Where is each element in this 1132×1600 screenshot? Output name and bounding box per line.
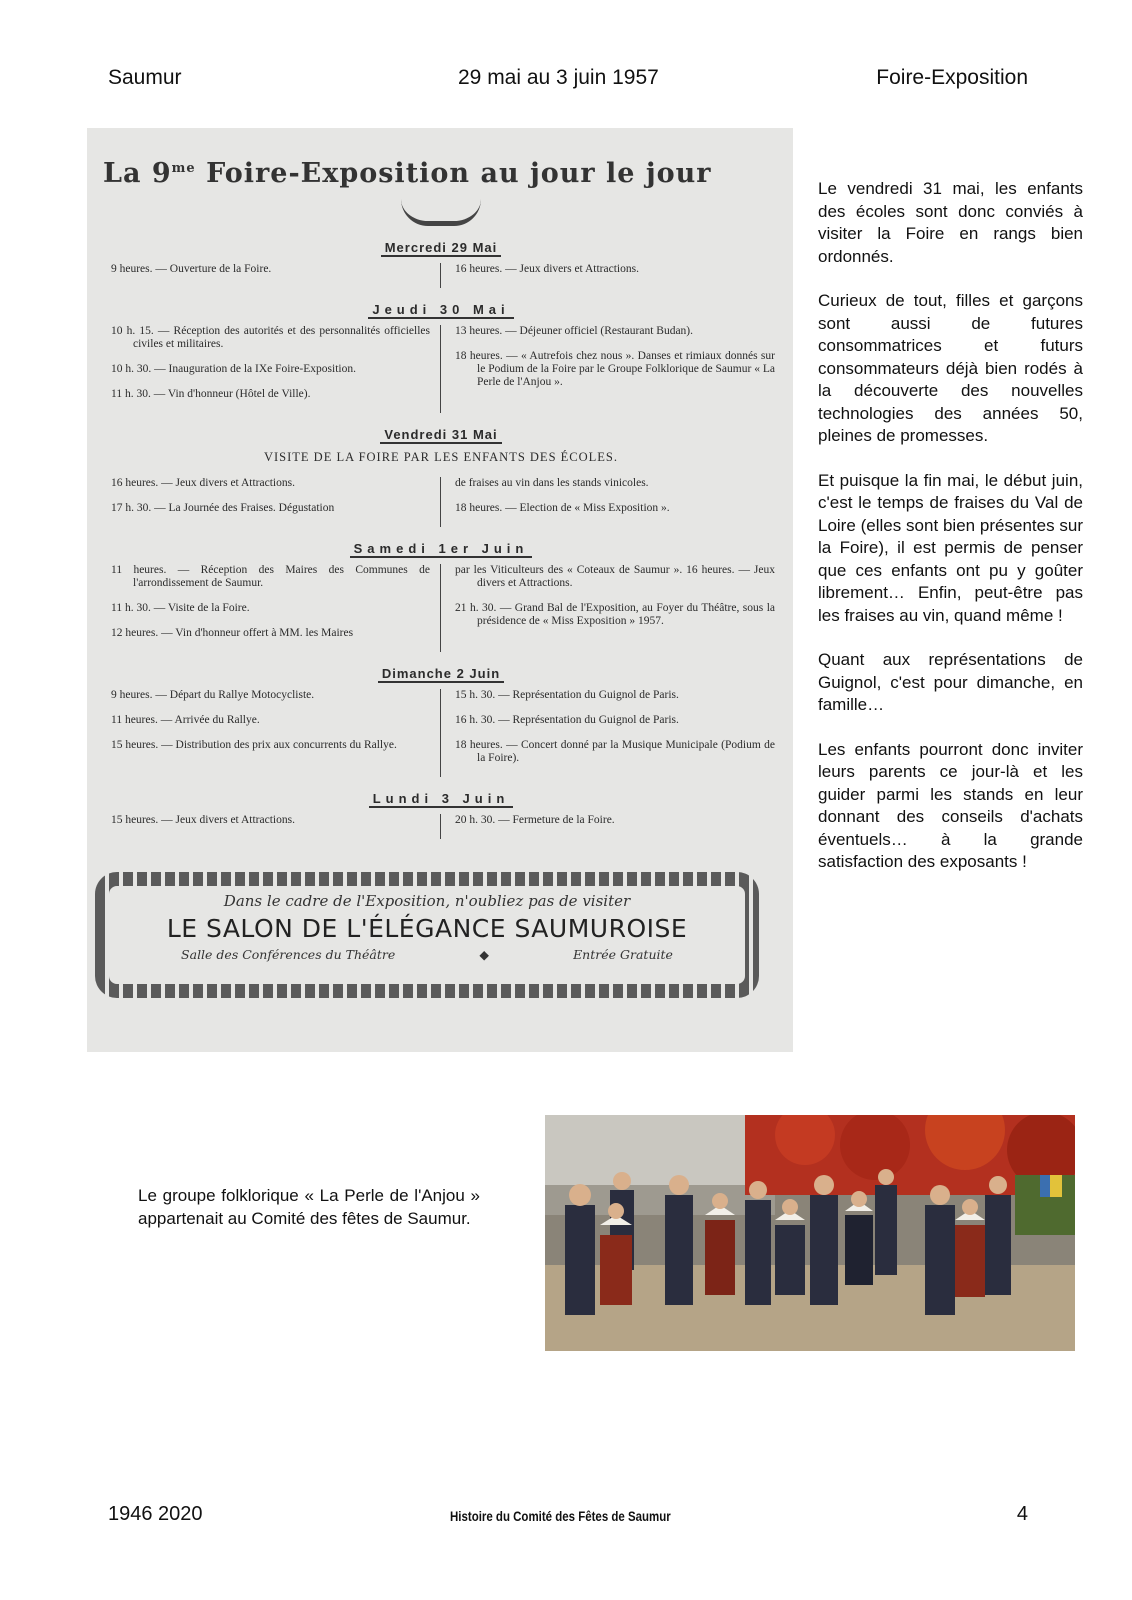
day-schedule: [103, 814, 779, 839]
salon-invite: Dans le cadre de l'Exposition, n'oubliez pas de visiter: [223, 892, 631, 910]
schedule-entry: 12 heures. — Vin d'honneur offert à MM. les Maires: [111, 627, 354, 639]
schedule-entry: 18 heures. — « Autrefois chez nous ». Danses et rimiaux donnés sur le Podium de la Foire par le Groupe Folklorique de Saumur « La Perle de l'Anjou ».: [455, 350, 775, 388]
schedule-entry: 9 heures. — Départ du Rallye Motocycliste.: [111, 689, 315, 701]
schedule-entry: par les Viticulteurs des « Coteaux de Saumur ». 16 heures. — Jeux divers et Attractions.: [455, 564, 775, 589]
day-heading: Mercredi 29 Mai: [103, 240, 779, 255]
paragraph: Et puisque la fin mai, le début juin, c'est le temps de fraises du Val de Loire (elles sont bien présentes sur la Foire), il est permis de penser que ces enfants ont pu y goûter librement… Enfin, peut-être pas les fraises au vin, quand même !: [818, 470, 1083, 625]
folk-group-photo: [545, 1115, 1075, 1351]
footer-years: 1946 2020: [108, 1503, 203, 1525]
schedule-entry: 18 heures. — Concert donné par la Musique Municipale (Podium de la Foire).: [455, 739, 775, 764]
visit-notice: VISITE DE LA FOIRE PAR LES ENFANTS DES ÉCOLES.: [263, 450, 618, 464]
header-dates: 29 mai au 3 juin 1957: [458, 66, 659, 89]
salon-entry: Entrée Gratuite: [573, 947, 673, 962]
schedule-entry: 10 h. 15. — Réception des autorités et des personnalités officielles civiles et militaires.: [111, 325, 430, 350]
schedule-entry: 16 heures. — Jeux divers et Attractions.: [455, 263, 639, 275]
day-heading: Jeudi 30 Mai: [103, 302, 779, 317]
decorative-rule: [401, 199, 481, 226]
schedule-entry: 15 heures. — Distribution des prix aux concurrents du Rallye.: [111, 739, 397, 751]
paragraph: Quant aux représentations de Guignol, c'est pour dimanche, en famille…: [818, 650, 1083, 714]
schedule-entry: 9 heures. — Ouverture de la Foire.: [111, 263, 272, 275]
day-heading: Samedi 1er Juin: [103, 541, 779, 556]
paragraph: Curieux de tout, filles et garçons sont aussi de futures consommatrices et futurs consommateurs déjà bien rodés à la découverte des nouvelles technologies des années 50, pleines de promesses.: [818, 291, 1083, 445]
salon-venue: Salle des Conférences du Théâtre: [181, 947, 396, 962]
page-number: 4: [1016, 1503, 1028, 1525]
programme-title: La $9^{me}$ Foire-Exposition au jour le jour: [103, 158, 712, 189]
day-schedule: [103, 564, 779, 652]
schedule-entry: 11 heures. — Arrivée du Rallye.: [111, 714, 260, 726]
header-event: Foire-Exposition: [876, 66, 1028, 89]
day-heading: Vendredi 31 Mai: [103, 427, 779, 442]
schedule-entry: 11 h. 30. — Visite de la Foire.: [111, 602, 250, 614]
arrow-icon: ◆: [479, 947, 489, 962]
header-town: Saumur: [108, 66, 182, 89]
schedule-entry: 10 h. 30. — Inauguration de la IXe Foire-Exposition.: [111, 363, 356, 375]
day-heading: Lundi 3 Juin: [103, 791, 779, 806]
schedule-entry: 16 h. 30. — Représentation du Guignol de Paris.: [455, 714, 679, 726]
footer-title: Histoire du Comité des Fêtes de Saumur: [450, 1508, 671, 1524]
day-schedule: [103, 477, 779, 527]
schedule-entry: 15 h. 30. — Représentation du Guignol de Paris.: [455, 689, 679, 701]
commentary-column: [818, 178, 1083, 896]
day-schedule: [103, 325, 779, 413]
schedule-entry: 17 h. 30. — La Journée des Fraises. Dégustation: [111, 502, 335, 514]
paragraph: Les enfants pourront donc inviter leurs parents ce jour-là et les guider parmi les stands en leur donnant des conseils d'achats éventuels… à la grande satisfaction des exposants !: [818, 739, 1083, 871]
photo-caption: Le groupe folklorique « La Perle de l'Anjou » appartenait au Comité des fêtes de Saumur.: [138, 1186, 480, 1228]
programme-scan: [87, 128, 793, 1052]
salon-banner: [95, 872, 759, 998]
day-heading: Dimanche 2 Juin: [103, 666, 779, 681]
schedule-entry: 16 heures. — Jeux divers et Attractions.: [111, 477, 295, 489]
schedule-entry: de fraises au vin dans les stands vinicoles.: [455, 477, 649, 489]
day-schedule: [103, 689, 779, 777]
day-schedule: [103, 263, 779, 288]
schedule-entry: 20 h. 30. — Fermeture de la Foire.: [455, 814, 615, 826]
schedule-entry: 21 h. 30. — Grand Bal de l'Exposition, au Foyer du Théâtre, sous la présidence de « Miss Exposition » 1957.: [455, 602, 775, 627]
schedule-entry: 18 heures. — Election de « Miss Exposition ».: [455, 502, 670, 514]
schedule-entry: 13 heures. — Déjeuner officiel (Restaurant Budan).: [455, 325, 694, 337]
schedule-entry: 15 heures. — Jeux divers et Attractions.: [111, 814, 295, 826]
salon-title: LE SALON DE L'ÉLÉGANCE SAUMUROISE: [166, 914, 688, 943]
schedule-entry: 11 heures. — Réception des Maires des Communes de l'arrondissement de Saumur.: [111, 564, 430, 589]
paragraph: Le vendredi 31 mai, les enfants des écoles sont donc conviés à visiter la Foire en rangs bien ordonnés.: [818, 179, 1083, 266]
schedule-entry: 11 h. 30. — Vin d'honneur (Hôtel de Ville).: [111, 388, 311, 400]
